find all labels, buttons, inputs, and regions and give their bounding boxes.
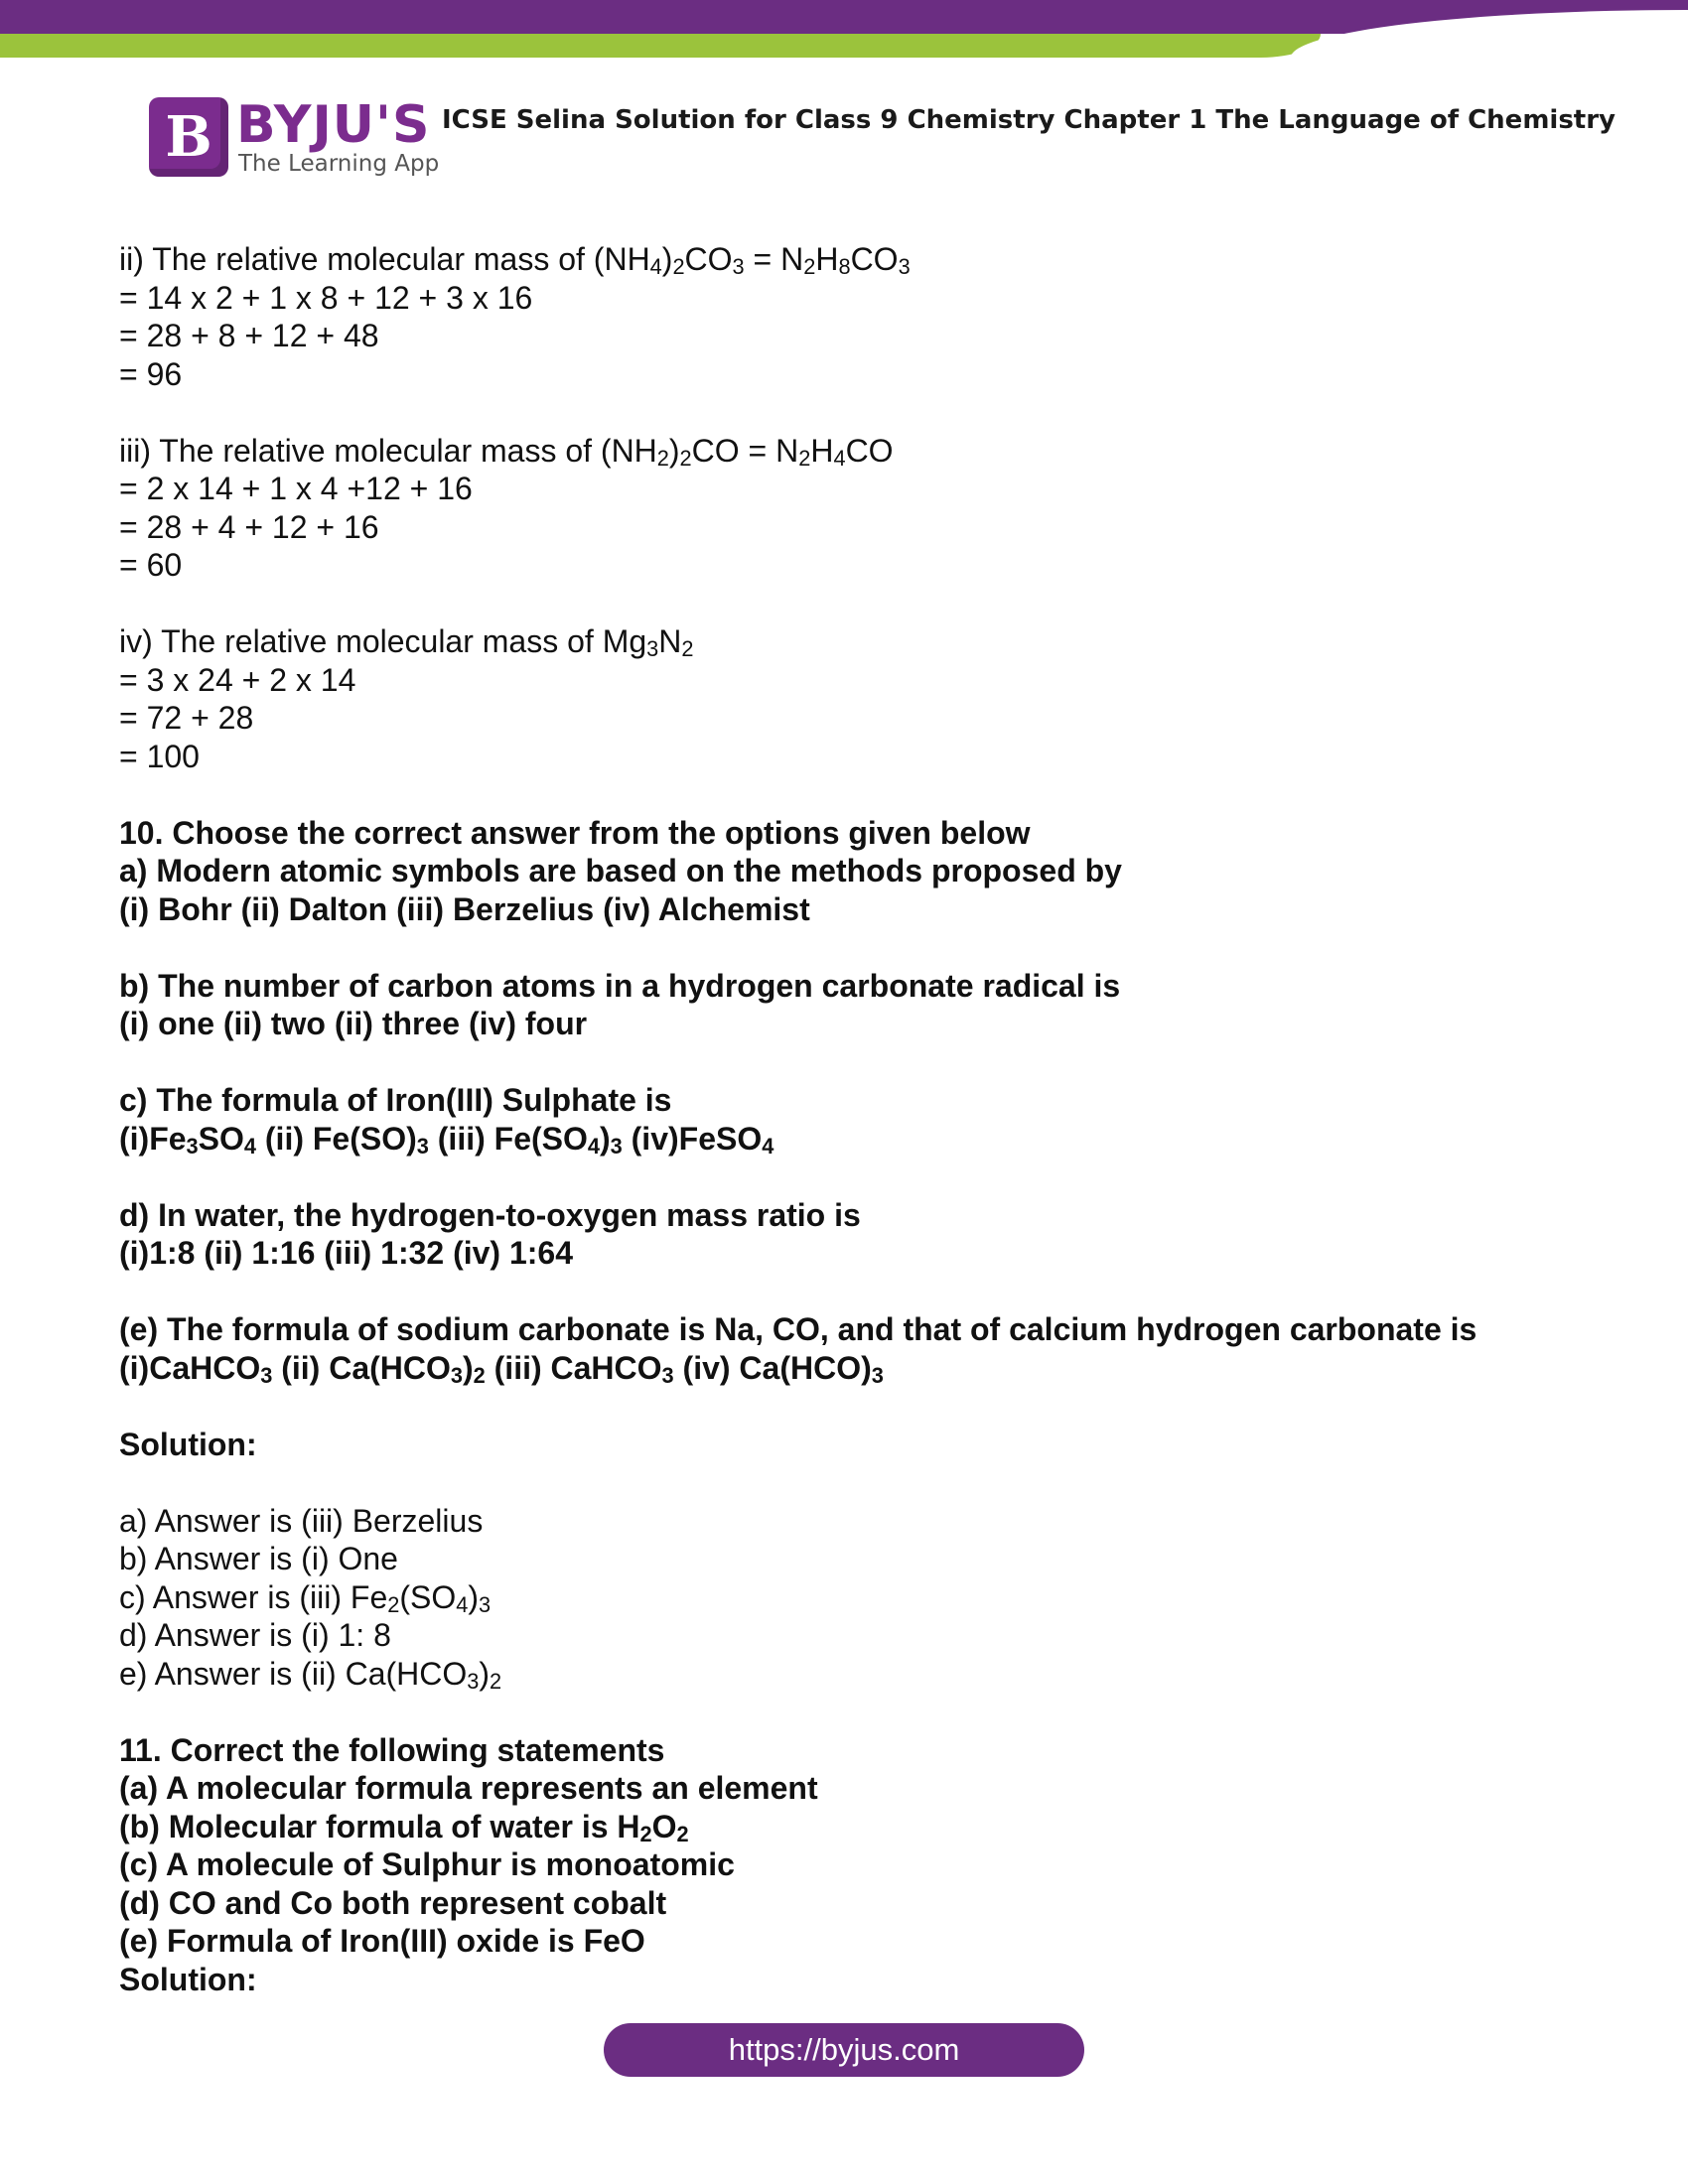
- q10e-options: (i)CaHCO$_3$ (ii) $Ca(HCO_3)_2$ (iii) CaHCO$_3$ (iv) $Ca(HCO)_3$: [119, 1349, 884, 1388]
- q9-iii-heading: iii) The relative molecular mass of $(NH_2)_2CO = N_2H_4CO$: [119, 432, 894, 471]
- footer-url-link[interactable]: https://byjus.com: [604, 2023, 1084, 2077]
- q10-heading: 10. Choose the correct answer from the options given below: [119, 814, 1031, 851]
- answer-b: b) Answer is (i) One: [119, 1541, 398, 1576]
- logo-tagline: The Learning App: [238, 151, 440, 177]
- calc-line: = 72 + 28: [119, 700, 254, 736]
- q11e: (e) Formula of Iron(III) oxide is FeO: [119, 1923, 645, 1959]
- byjus-logo: [149, 97, 447, 183]
- q9-iv-heading: iv) The relative molecular mass of $Mg_3N_2$: [119, 623, 694, 661]
- q11a: (a) A molecular formula represents an element: [119, 1770, 818, 1806]
- calc-line: = 14 x 2 + 1 x 8 + 12 + 3 x 16: [119, 279, 533, 316]
- calc-line: = 60: [119, 547, 183, 583]
- logo-b-icon: B: [149, 97, 228, 177]
- q11c: (c) A molecule of Sulphur is monoatomic: [119, 1846, 735, 1882]
- q10e-question: (e) The formula of sodium carbonate is Na, CO, and that of calcium hydrogen carbonate is: [119, 1311, 1477, 1347]
- calc-line: = 100: [119, 738, 200, 774]
- document-body: [119, 240, 1589, 1998]
- header-band-green: [0, 34, 1321, 58]
- q11b: (b) Molecular formula of water is $H_2O_2$: [119, 1808, 689, 1846]
- calc-line: = 96: [119, 355, 183, 392]
- logo-name: BYJU'S: [236, 95, 431, 155]
- q9-ii-heading: ii) The relative molecular mass of $(NH_4)_2CO_3 = N_2H_8CO_3$: [119, 241, 911, 279]
- q10d-options: (i)1:8 (ii) 1:16 (iii) 1:32 (iv) 1:64: [119, 1235, 574, 1271]
- document-title: ICSE Selina Solution for Class 9 Chemistry Chapter 1 The Language of Chemistry: [442, 105, 1616, 135]
- q11d: (d) CO and Co both represent cobalt: [119, 1884, 667, 1921]
- calc-line: = 3 x 24 + 2 x 14: [119, 661, 356, 698]
- answer-e: e) Answer is (ii) $Ca(HCO_3)_2$: [119, 1655, 502, 1694]
- q10b-options: (i) one (ii) two (ii) three (iv) four: [119, 1006, 588, 1041]
- calc-line: = 2 x 14 + 1 x 4 +12 + 16: [119, 471, 473, 506]
- solution-label: Solution:: [119, 1426, 257, 1462]
- calc-line: = 28 + 8 + 12 + 48: [119, 318, 379, 353]
- q10a-question: a) Modern atomic symbols are based on the methods proposed by: [119, 853, 1122, 888]
- q10c-question: c) The formula of Iron(III) Sulphate is: [119, 1082, 672, 1118]
- q11-heading: 11. Correct the following statements: [119, 1731, 665, 1768]
- q10a-options: (i) Bohr (ii) Dalton (iii) Berzelius (iv) Alchemist: [119, 890, 810, 927]
- q10d-question: d) In water, the hydrogen-to-oxygen mass ratio is: [119, 1196, 861, 1233]
- answer-a: a) Answer is (iii) Berzelius: [119, 1502, 484, 1539]
- q10c-options: $(i)Fe_3SO_4$ (ii) $Fe(SO)_3$ (iii) $Fe(SO_4)_3$ (iv)FeSO$_4$: [119, 1120, 774, 1159]
- answer-d: d) Answer is (i) 1: 8: [119, 1617, 391, 1653]
- q10b-question: b) The number of carbon atoms in a hydrogen carbonate radical is: [119, 967, 1121, 1004]
- calc-line: = 28 + 4 + 12 + 16: [119, 508, 379, 545]
- q11-solution-label: Solution:: [119, 1961, 257, 1997]
- answer-c: c) Answer is (iii) $Fe_2(SO_4)_3$: [119, 1578, 492, 1617]
